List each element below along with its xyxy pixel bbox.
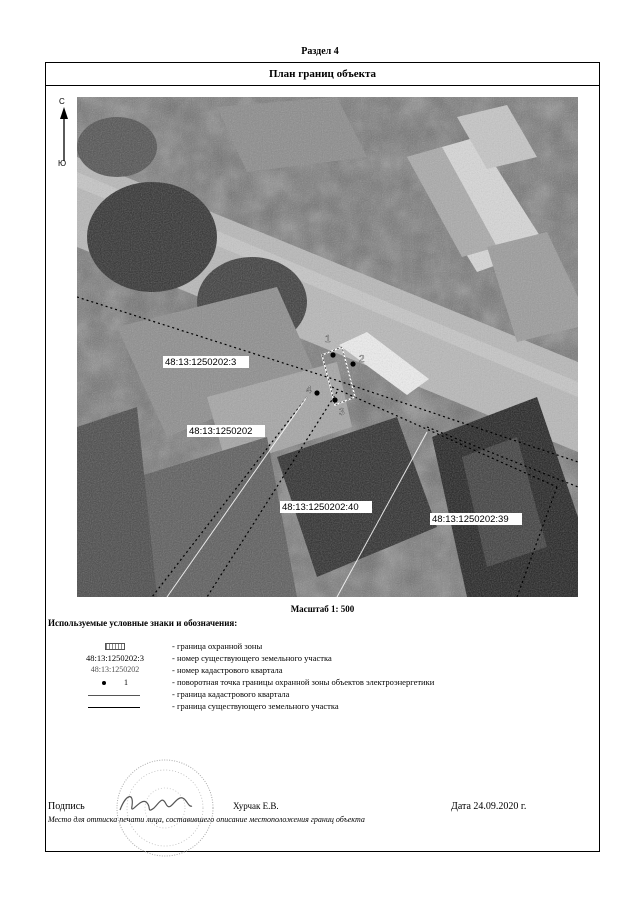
signature-date: Дата 24.09.2020 г. [451,801,527,812]
compass-south-label: Ю [58,159,67,168]
legend-item: - граница охранной зоны [60,641,580,653]
legend-item: - граница существующего земельного участка [60,701,580,713]
legend [60,641,580,713]
parcel-label-39: 48:13:1250202:39 [432,514,509,525]
point-label-4: 4 [306,385,312,396]
scale-label: Масштаб 1: 500 [290,604,355,614]
legend-item: 1 - поворотная точка границы охранной зоны объектов электроэнергетики [60,677,580,689]
thin-line-icon [60,689,170,701]
plan-title: План границ объекта [46,63,599,86]
legend-heading: Используемые условные знаки и обозначения: [48,618,238,628]
legend-item: 48:13:1250202:3 - номер существующего земельного участка [85,653,332,663]
point-label-3: 3 [339,407,345,418]
boundary-point-2 [350,361,355,366]
aerial-map-svg [77,97,578,597]
legend-item: 48:13:1250202 - номер кадастрового квартала [90,665,283,675]
north-arrow-icon [58,97,78,177]
boundary-point-1 [330,352,335,357]
legend-item: - граница кадастрового квартала [60,689,580,701]
zone-boundary-icon [105,643,125,650]
parcel-label-40: 48:13:1250202:40 [282,502,359,513]
compass-north-label: С [59,97,65,106]
stamp-footnote: Место для оттиска печати лица, составившего описание местоположения границ объекта [48,815,365,824]
point-label-2: 2 [359,354,365,365]
boundary-point-4 [314,390,319,395]
thick-line-icon [60,701,170,713]
document-frame [45,62,600,852]
signature-label: Подпись [48,801,85,812]
point-dot-icon [102,681,106,685]
section-title: Раздел 4 [301,46,339,57]
boundary-point-3 [332,397,337,402]
signer-name: Хурчак Е.В. [233,801,279,811]
quarter-label: 48:13:1250202 [189,426,253,437]
point-label-1: 1 [325,334,331,345]
parcel-label-3: 48:13:1250202:3 [165,357,237,368]
aerial-map[interactable] [77,97,578,597]
